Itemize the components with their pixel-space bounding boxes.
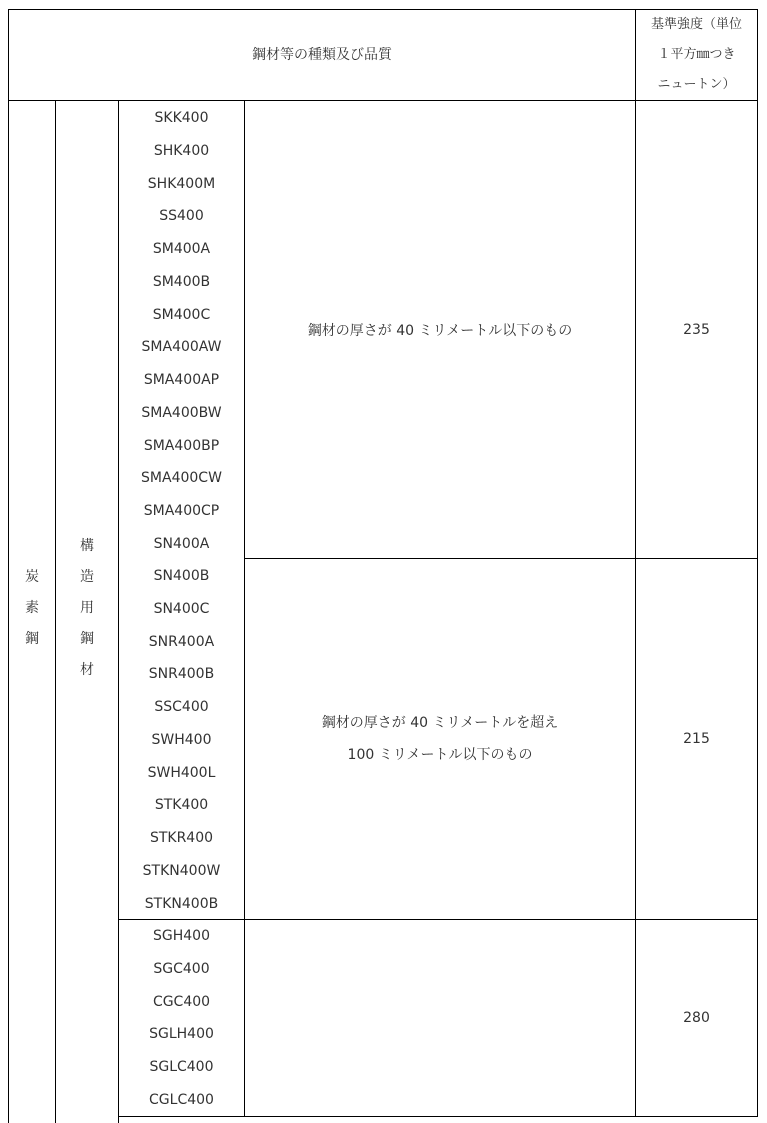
grade-item: SGH400 (153, 928, 210, 944)
grade-item: SMA400CP (143, 503, 220, 519)
condition-text: 鋼材の厚さが 40 ミリメートル以下のもの (307, 322, 573, 339)
grade-item: SMA400BP (143, 437, 220, 454)
grade-item: SGLC400 (149, 1059, 214, 1075)
strength-cell-group-3 (636, 920, 757, 1116)
grade-item: SM400A (152, 241, 211, 257)
strength-value: 235 (683, 321, 710, 338)
grade-list-group-1 (119, 102, 244, 561)
grade-item: SM400B (152, 273, 211, 290)
strength-header-line-3: ニュートン） (657, 77, 736, 92)
sub-category-char: 構 (80, 538, 94, 554)
material-column-header-text: 鋼材等の種類及び品質 (252, 47, 392, 63)
grade-item: SWH400 (151, 731, 212, 748)
grade-list-group-2 (119, 560, 244, 920)
sub-category-char: 材 (80, 662, 94, 678)
main-category-label (9, 562, 55, 655)
grade-item: SNR400A (148, 633, 215, 650)
grade-item: STKR400 (149, 830, 214, 846)
grade-item: SSC400 (154, 699, 209, 715)
grade-item: SMA400CW (141, 470, 222, 487)
strength-value: 280 (683, 1010, 710, 1026)
grade-item: SGC400 (153, 960, 210, 977)
sub-category-label (56, 531, 118, 686)
grade-item: SS400 (159, 208, 204, 225)
grade-item: SKK400 (154, 110, 209, 126)
grade-item: STKN400B (144, 895, 219, 912)
grade-item: CGLC400 (149, 1091, 214, 1108)
grade-item: CGC400 (152, 993, 211, 1010)
sub-category-char: 造 (80, 569, 94, 585)
strength-cell-group-2 (636, 559, 757, 919)
grade-item: SWH400L (147, 764, 216, 781)
material-column-header (9, 10, 635, 100)
grade-item: SMA400AP (143, 372, 220, 388)
main-category-char: 鋼 (25, 631, 39, 647)
sub-category-char: 鋼 (80, 631, 94, 647)
sub-category-char: 用 (80, 600, 94, 616)
condition-text-line-1: 鋼材の厚さが 40 ミリメートルを超え (321, 715, 559, 731)
strength-column-header (636, 10, 757, 100)
condition-cell-group-3 (245, 920, 635, 1116)
grade-item: SGLH400 (149, 1026, 214, 1043)
strength-header-line-2: １平方㎜つき (657, 47, 736, 62)
grade-item: STKN400W (142, 862, 221, 879)
table-right-border (757, 9, 758, 1117)
grade-item: SNR400B (148, 666, 215, 683)
grade-item: SN400B (153, 568, 210, 584)
grade-item: SM400C (152, 306, 211, 323)
condition-text-line-2: 100 ミリメートル以下のもの (347, 747, 533, 763)
strength-cell-group-1 (636, 101, 757, 558)
grade-item: STK400 (154, 797, 209, 814)
main-category-char: 素 (25, 600, 39, 616)
grade-item: SHK400M (147, 175, 216, 192)
grade-item: SN400A (153, 535, 210, 552)
condition-cell-group-1 (245, 101, 635, 558)
main-category-char: 炭 (25, 569, 39, 585)
grade-item: SHK400 (153, 142, 210, 159)
grade-list-group-3 (119, 920, 244, 1117)
grade-item: SN400C (153, 600, 210, 617)
strength-header-line-1: 基準強度（単位 (650, 17, 742, 32)
strength-value: 215 (683, 731, 710, 747)
condition-cell-group-2 (245, 559, 635, 919)
grade-item: SMA400BW (141, 404, 222, 421)
grade-item: SMA400AW (141, 339, 222, 356)
